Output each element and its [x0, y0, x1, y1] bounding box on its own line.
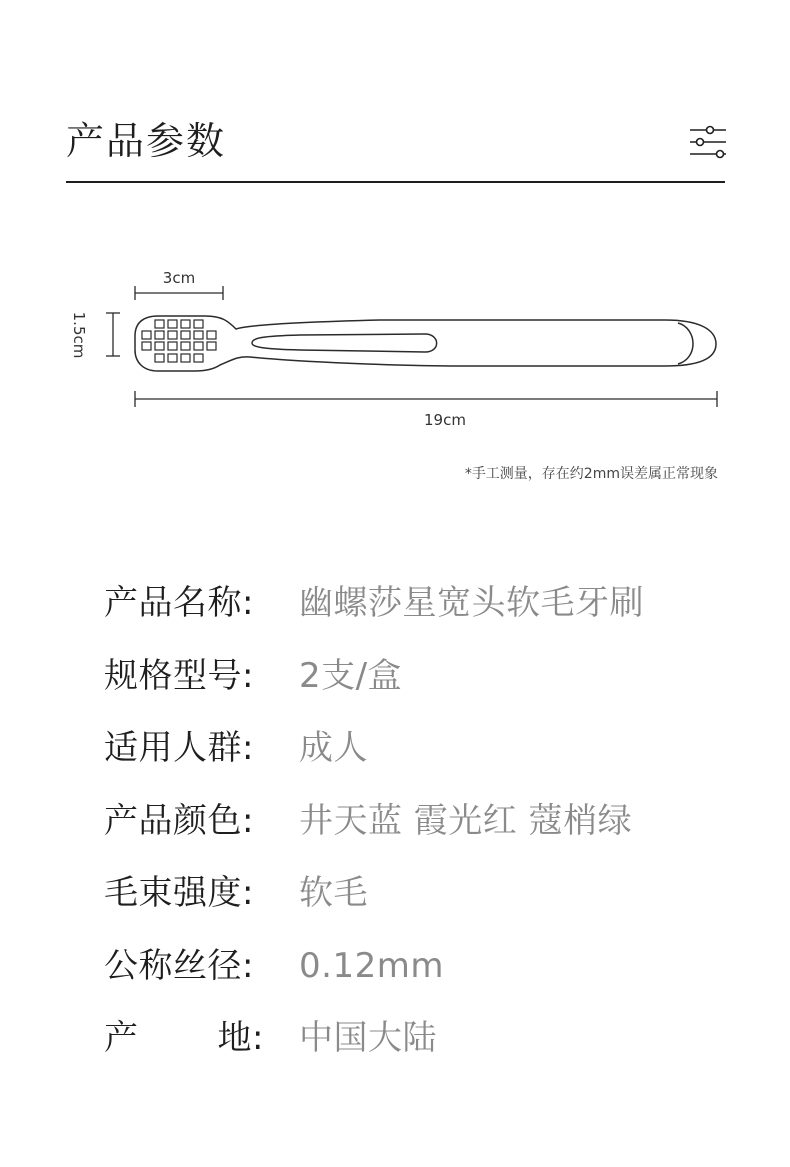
- width-dimension: [135, 286, 223, 300]
- spec-label: 产品名称:: [104, 583, 254, 624]
- spec-row-audience: [104, 712, 744, 785]
- spec-row-origin: [104, 1002, 744, 1075]
- spec-label: 公称丝径:: [104, 945, 254, 986]
- spec-label: [104, 1012, 264, 1064]
- spec-label: 适用人群:: [104, 728, 254, 769]
- length-dimension: [135, 391, 717, 407]
- header-divider: [66, 181, 725, 183]
- spec-value: 软毛: [299, 873, 368, 914]
- spec-label-part: 地:: [217, 1018, 264, 1059]
- spec-row-model: [104, 640, 744, 713]
- spec-label: 产品颜色:: [104, 800, 254, 841]
- spec-row-bristle: [104, 857, 744, 930]
- spec-value: 幽螺莎星宽头软毛牙刷: [299, 583, 644, 624]
- length-label: 19cm: [424, 411, 466, 429]
- spec-value: 2支/盒: [299, 655, 403, 696]
- spec-label: 规格型号:: [104, 655, 254, 696]
- toothbrush-dimension-diagram: [0, 250, 790, 450]
- spec-value: 成人: [299, 728, 368, 769]
- toothbrush-outline: [135, 316, 716, 371]
- spec-label-part: 产: [104, 1018, 139, 1059]
- sliders-icon[interactable]: [688, 124, 728, 164]
- spec-value: 0.12mm: [299, 945, 444, 986]
- spec-value: 中国大陆: [299, 1018, 437, 1059]
- spec-list: [104, 567, 744, 1075]
- spec-label: 毛束强度:: [104, 873, 254, 914]
- spec-value: 井天蓝 霞光红 蔻梢绿: [299, 800, 633, 841]
- spec-row-diameter: [104, 930, 744, 1003]
- page-title: 产品参数: [66, 119, 227, 163]
- height-label: 1.5cm: [70, 311, 88, 359]
- height-dimension: [106, 313, 120, 356]
- bristle-grid: [142, 320, 216, 362]
- width-label: 3cm: [162, 269, 196, 287]
- measurement-note: *手工测量，存在约2mm误差属正常现象: [464, 466, 718, 482]
- spec-row-name: [104, 567, 744, 640]
- spec-row-colors: [104, 785, 744, 858]
